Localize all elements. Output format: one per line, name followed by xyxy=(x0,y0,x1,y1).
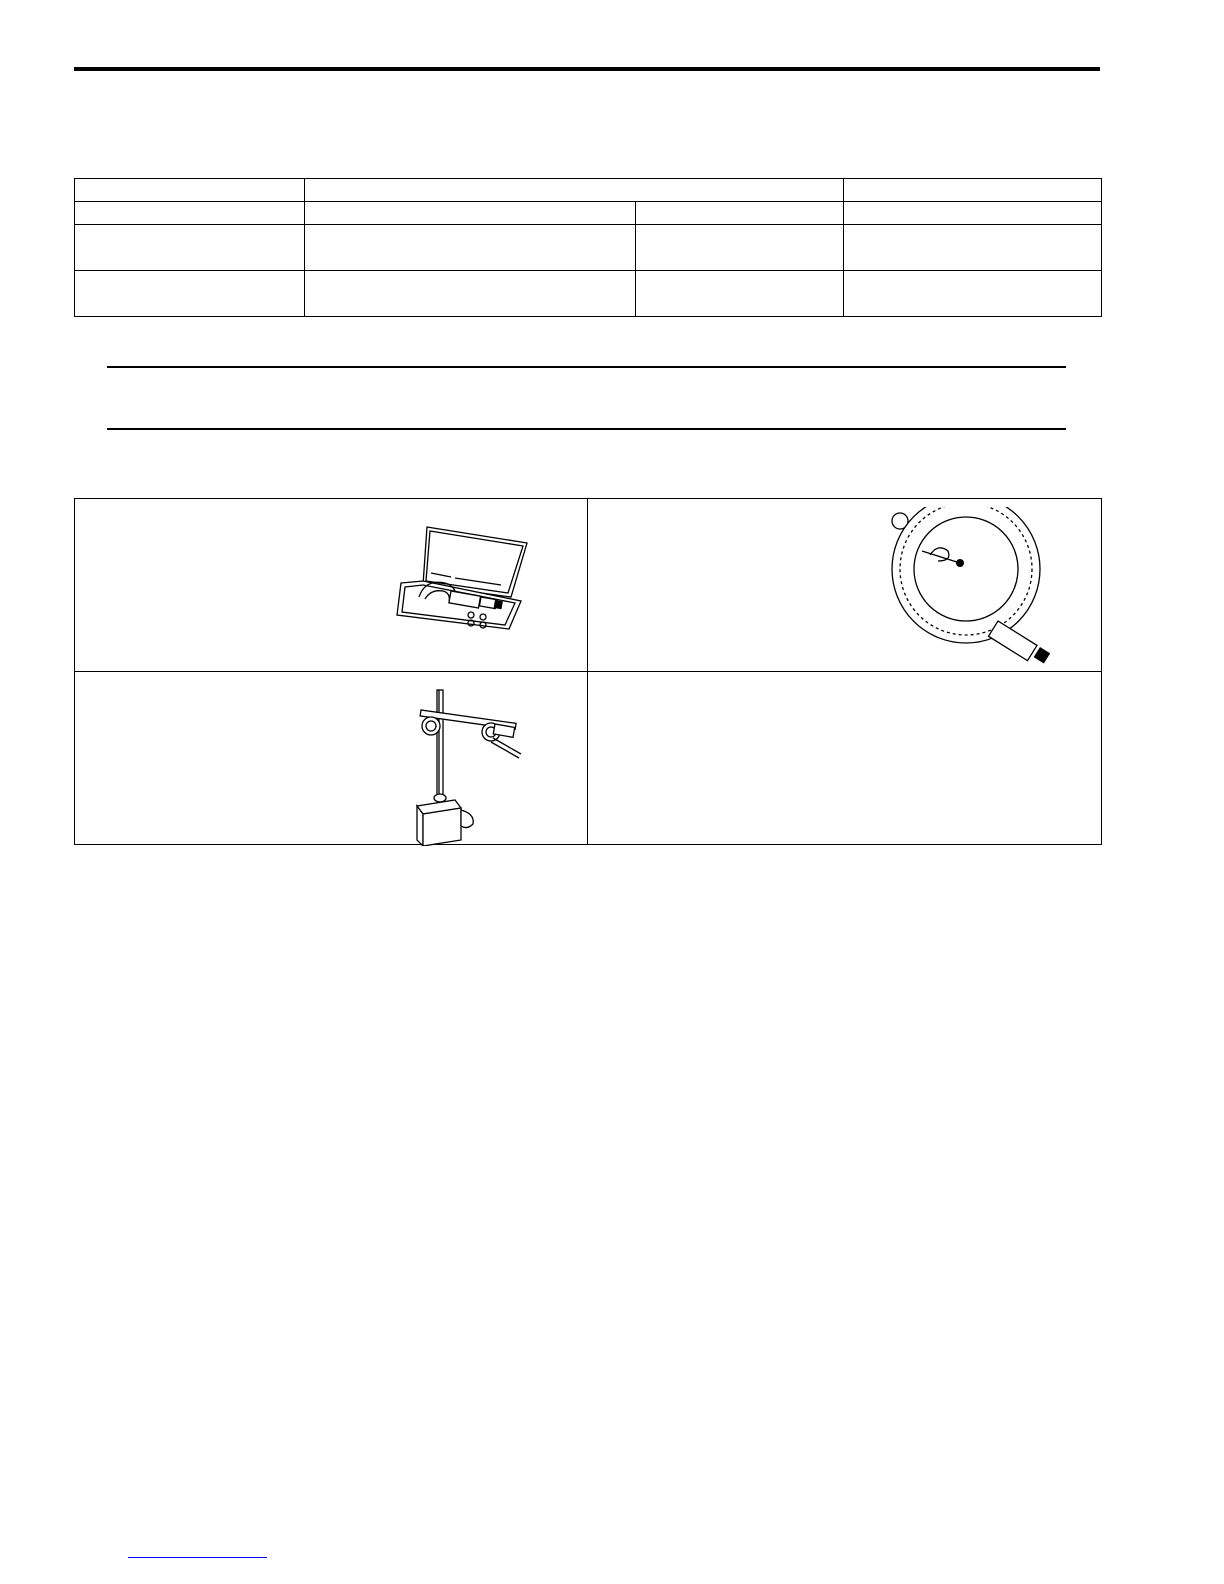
table-cell xyxy=(636,225,844,271)
table-cell xyxy=(636,271,844,317)
magnetic-stand-icon xyxy=(405,688,529,846)
table-subheader-cell xyxy=(305,202,636,225)
table-header-cell xyxy=(305,179,844,202)
table-cell xyxy=(75,271,305,317)
footer-link[interactable] xyxy=(128,1557,267,1558)
tools-row xyxy=(75,672,1102,845)
tool-cell-micrometer xyxy=(75,499,588,672)
table-subheader-cell xyxy=(75,202,305,225)
table-header-cell xyxy=(75,179,305,202)
header-rule xyxy=(74,67,1100,71)
specification-table xyxy=(74,178,1102,317)
table-cell xyxy=(305,225,636,271)
tools-row xyxy=(75,499,1102,672)
table-header-cell xyxy=(844,179,1102,202)
special-tools-table xyxy=(74,498,1102,845)
table-subheader-cell xyxy=(844,202,1102,225)
tool-cell-magnetic-stand xyxy=(75,672,588,845)
table-cell xyxy=(844,271,1102,317)
table-subheader-row xyxy=(75,202,1102,225)
table-cell xyxy=(305,271,636,317)
table-cell xyxy=(844,225,1102,271)
table-header-row xyxy=(75,179,1102,202)
dial-gauge-icon xyxy=(880,507,1068,671)
table-row xyxy=(75,271,1102,317)
tool-cell-dial-gauge xyxy=(588,499,1102,672)
note-bottom-rule xyxy=(107,428,1066,430)
micrometer-in-case-icon xyxy=(391,523,531,635)
table-subheader-cell xyxy=(636,202,844,225)
table-row xyxy=(75,225,1102,271)
table-cell xyxy=(75,225,305,271)
note-top-rule xyxy=(107,366,1066,368)
tool-cell-empty xyxy=(588,672,1102,845)
